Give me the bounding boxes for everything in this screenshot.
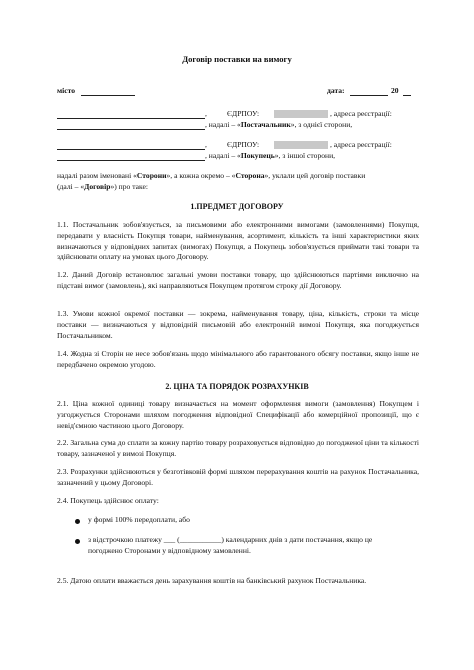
buyer-edrpou-label: ЄДРПОУ:: [227, 140, 260, 149]
intro-line-1: надалі разом іменовані «Сторони», а кожна окремо – «Сторона», уклали цей договір поставки: [57, 171, 366, 180]
buyer-address-label: , адреса реєстрації:: [330, 140, 392, 149]
document-page: Договір поставки на вимогу місто дата: 20 , ЄДРПОУ: , адреса реєстрації: , надалі – «Постачальник», з однієї сторони, , ЄДРПОУ: , адреса реєстрації: , надалі – «Покупець», з іншої сторони, надалі разом іменовані «Сторони», а кожна окремо – «Сторона», уклали цей договір поставки (далі – «Договір») про таке: 1.ПРЕДМЕТ ДОГОВОРУ 1.1. Постачальник зобов'язується, за письмовими або електронними вимогами (замовленнями) Покупця, передавати у власність Покупця товари, найменування, асортимент, кількість та інші характеристики яких визначаються у відповідних запитах (вимогах) Покупця, а Покупець зобов'язується приймати такі товари та здійснювати оплату на умовах цього Договору. 1.2. Даний Договір встановлює загальні умови поставки товару, що здійснюються партіями виключно на підставі вимог (замовлень), які направляються Покупцем протягом строку дії Договору. 1.3. Умови кожної окремої поставки — зокрема, найменування товару, ціна, кількість, строки та місце поставки — визначаються у відповідній письмовій або електронній вимозі Покупця, яка погоджується Постачальником. 1.4. Жодна зі Сторін не несе зобов'язань щодо мінімального або гарантованого обсягу поставки, якщо інше не передбачено окремою угодою. 2. ЦІНА ТА ПОРЯДОК РОЗРАХУНКІВ 2.1. Ціна кожної одиниці товару визначається на момент оформлення вимоги (замовлення) Покупцем і узгоджується Сторонами шляхом погодження відповідної Специфікації або комерційної пропозиції, що є невід'ємною частиною цього Договору. 2.2. Загальна сума до сплати за кожну партію товару розраховується відповідно до погодженої ціни та кількості товару, зазначеної у вимозі Покупця. 2.3. Розрахунки здійснюються у безготівковій формі шляхом перерахування коштів на рахунок Постачальника, зазначений у цьому Договорі. 2.4. Покупець здійснює оплату: у формі 100% передоплати, або з відстрочкою платежу ___ (___________) календарних днів з дати постачання, якщо це погоджено Сторонами у відповідному замовленні. 2.5. Датою оплати вважається день зарахування коштів на банківський рахунок Постачальника.: [0, 0, 474, 670]
intro-line-2: (далі – «Договір») про таке:: [57, 182, 148, 191]
payment-option-deferred-line-1: з відстрочкою платежу ___ (___________) календарних днів з дати постачання, якщо це: [88, 535, 373, 544]
clause-2-1: 2.1. Ціна кожної одиниці товару визначається на момент оформлення вимоги (замовлення) Покупцем і узгоджується Сторонами шляхом погодження відповідної Специфікації або комерційної пропозиції, що є невід'ємною частиною цього Договору.: [57, 399, 419, 430]
buyer-name-blank[interactable]: [57, 149, 205, 150]
year-blank[interactable]: [403, 95, 411, 96]
document-title: Договір поставки на вимогу: [182, 54, 292, 64]
clause-2-5: 2.5. Датою оплати вважається день зарахування коштів на банківський рахунок Постачальника.: [57, 576, 367, 585]
clause-1-4: 1.4. Жодна зі Сторін не несе зобов'язань щодо мінімального або гарантованого обсягу поставки, якщо інше не передбачено окремою угодою.: [57, 349, 419, 369]
clause-2-2: 2.2. Загальна сума до сплати за кожну партію товару розраховується відповідно до погодженої ціни та кількості товару, зазначеної у вимозі Покупця.: [57, 438, 419, 458]
supplier-edrpou-label: ЄДРПОУ:: [227, 109, 260, 118]
bullet-icon: [75, 519, 80, 524]
clause-1-1: 1.1. Постачальник зобов'язується, за письмовими або електронними вимогами (замовленнями) Покупця, передавати у власність Покупця товари, найменування, асортимент, кількість та інші характеристики яких визначаються у відповідних запитах (вимогах) Покупця, а Покупець зобов'язується приймати такі товари та здійснювати оплату на умовах цього Договору.: [57, 220, 419, 262]
supplier-edrpou-field[interactable]: [274, 110, 328, 118]
supplier-role: Постачальник: [240, 120, 291, 129]
date-blank[interactable]: [350, 95, 388, 96]
date-year: 20: [391, 86, 399, 95]
clause-1-3: 1.3. Умови кожної окремої поставки — зокрема, найменування товару, ціна, кількість, строки та місце поставки — визначаються у відповідній письмовій або електронній вимозі Покупця, яка погоджується Постачальником.: [57, 309, 419, 340]
clause-2-4: 2.4. Покупець здійснює оплату:: [57, 496, 159, 505]
section-2-title: 2. ЦІНА ТА ПОРЯДОК РОЗРАХУНКІВ: [165, 382, 309, 391]
city-label: місто: [57, 86, 76, 95]
buyer-address-blank[interactable]: [57, 160, 205, 161]
clause-1-2: 1.2. Даний Договір встановлює загальні умови поставки товару, що здійснюються партіями виключно на підставі вимог (замовлень), які направляються Покупцем протягом строку дії Договору.: [57, 270, 419, 290]
bullet-icon: [75, 539, 80, 544]
city-blank[interactable]: [81, 95, 135, 96]
date-label: дата:: [327, 86, 345, 95]
supplier-address-label: , адреса реєстрації:: [330, 109, 392, 118]
buyer-role: Покупець: [240, 151, 275, 160]
payment-option-prepay: у формі 100% передоплати, або: [88, 515, 190, 524]
supplier-name-blank[interactable]: [57, 118, 205, 119]
section-1-title: 1.ПРЕДМЕТ ДОГОВОРУ: [190, 202, 284, 211]
clause-2-3: 2.3. Розрахунки здійснюються у безготівковій формі шляхом перерахування коштів на рахунок Постачальника, зазначений у цьому Договорі.: [57, 467, 419, 487]
payment-option-deferred-line-2: погоджено Сторонами у відповідному замовленні.: [88, 546, 251, 555]
buyer-edrpou-field[interactable]: [274, 141, 328, 149]
supplier-address-blank[interactable]: [57, 129, 205, 130]
